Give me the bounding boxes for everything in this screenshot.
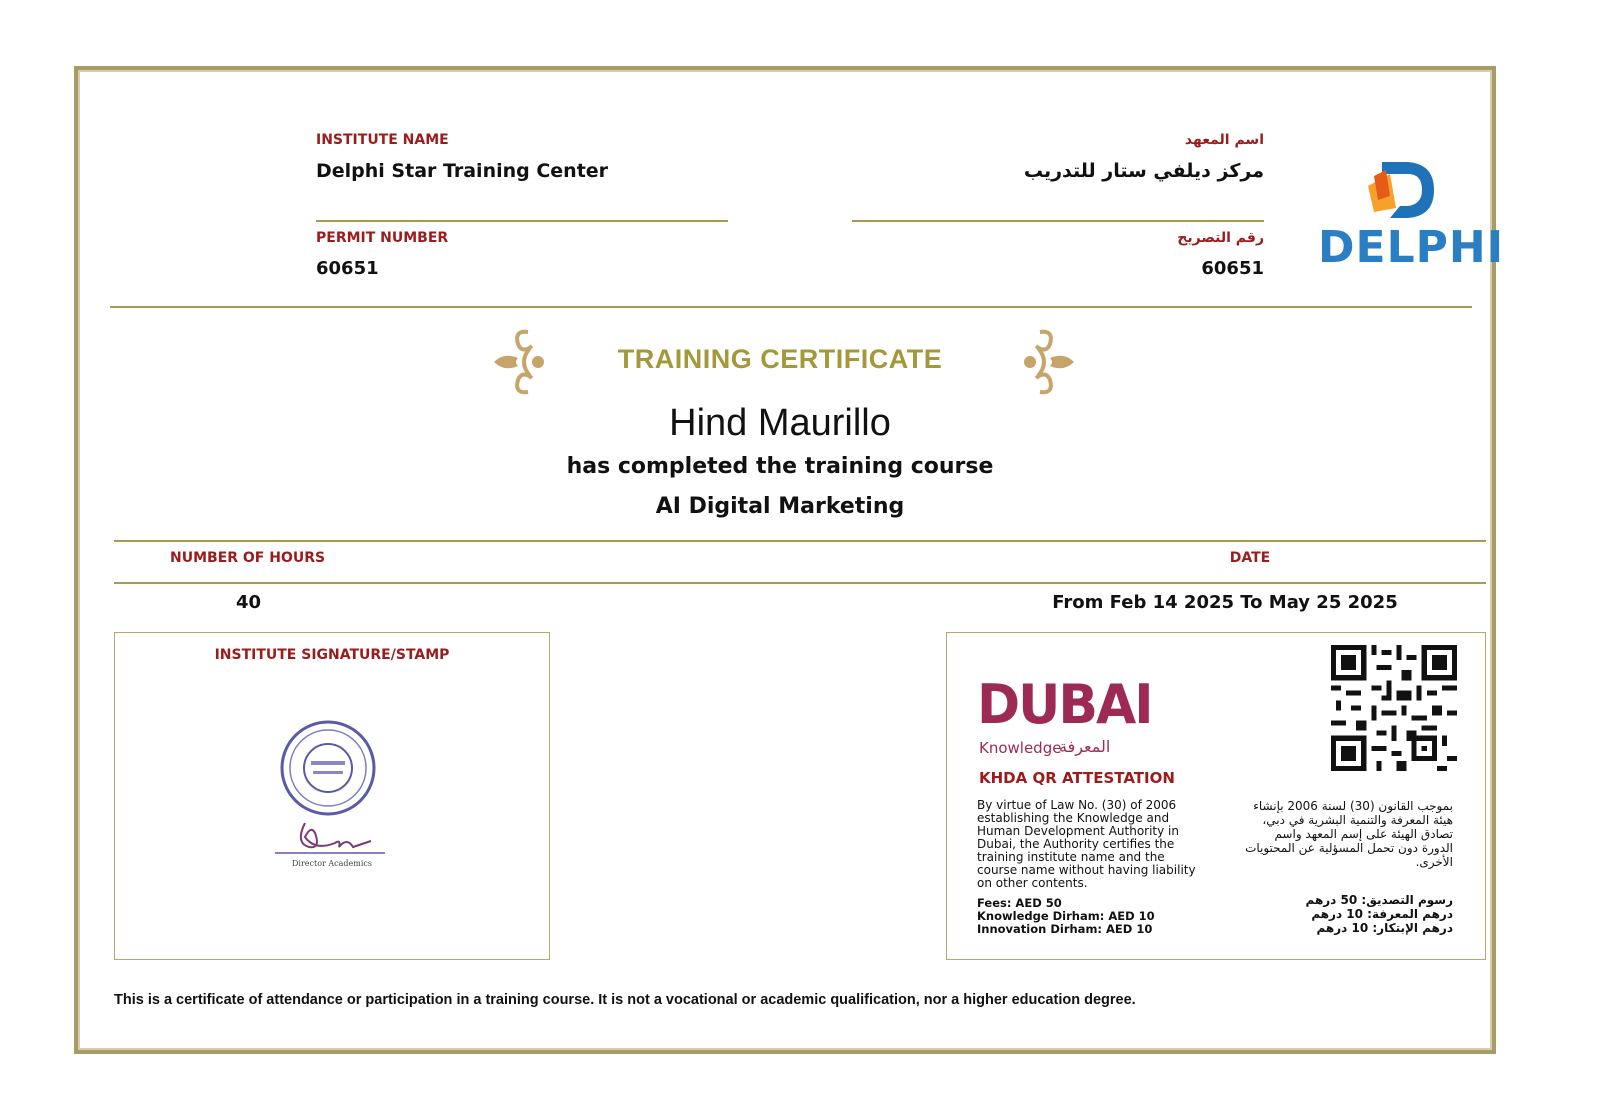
ornament-right-icon	[1018, 322, 1078, 406]
institute-name-label-en: INSTITUTE NAME	[316, 132, 449, 148]
dubai-logo-text: DUBAI	[977, 673, 1152, 737]
hours-label: NUMBER OF HOURS	[170, 550, 326, 566]
permit-number-label-ar: رقم التصريح	[1177, 230, 1264, 246]
hours-value: 40	[236, 592, 262, 613]
institute-name-ar: مركز ديلفي ستار للتدريب	[1023, 160, 1264, 182]
knowledge-dirham-ar-line: درهم المعرفة: 10 درهم	[1311, 907, 1453, 921]
delphi-logo-text: DELPHI	[1318, 222, 1505, 273]
permit-number-label-en: PERMIT NUMBER	[316, 230, 449, 246]
signature-box	[114, 632, 550, 960]
institute-name-label-ar: اسم المعهد	[1184, 132, 1264, 148]
completion-statement: has completed the training course	[566, 454, 994, 479]
khda-title: KHDA QR ATTESTATION	[979, 769, 1175, 787]
knowledge-dirham-en-line: Knowledge Dirham: AED 10	[977, 909, 1155, 923]
dubai-logo-sub-ar: المعرفة	[1059, 737, 1111, 756]
qr-code-icon[interactable]	[1331, 645, 1457, 775]
khda-fees-en	[977, 897, 1207, 936]
delphi-logo	[1316, 156, 1505, 276]
institute-stamp-icon	[279, 719, 377, 821]
khda-attestation-box	[946, 632, 1486, 960]
ornament-left-icon	[490, 322, 550, 406]
signature-caption: Director Academics	[291, 859, 373, 868]
header-divider-left	[316, 220, 728, 222]
details-top-rule	[114, 540, 1486, 542]
khda-text-ar: بموجب القانون (30) لسنة 2006 بإنشاء هيئة المعرفة والتنمية البشرية في دبي، تصادق الهيئة على إسم المعهد واسم الدورة دون تحمل المسؤلية عن المحتويات الأخرى.	[1245, 799, 1453, 869]
certificate-title: TRAINING CERTIFICATE	[617, 344, 943, 374]
permit-number-ar: 60651	[1201, 258, 1264, 279]
khda-text-en: By virtue of Law No. (30) of 2006 establishing the Knowledge and Human Development Authority in Dubai, the Authority certifies the training institute name and the course name without having liability on other contents.	[977, 798, 1196, 890]
fees-ar-line: رسوم التصديق: 50 درهم	[1305, 893, 1453, 907]
dubai-logo-sub-en: Knowledge	[979, 739, 1062, 757]
fees-en-line: Fees: AED 50	[977, 896, 1062, 910]
header-divider-right	[852, 220, 1264, 222]
date-label: DATE	[1229, 550, 1271, 566]
khda-fees-ar	[1247, 893, 1453, 935]
footer-disclaimer: This is a certificate of attendance or participation in a training course. It is not a vocational or academic qualification, nor a higher education degree.	[114, 992, 1136, 1008]
institute-name-en: Delphi Star Training Center	[316, 160, 609, 182]
course-name: AI Digital Marketing	[655, 494, 905, 519]
permit-number-en: 60651	[316, 258, 379, 279]
recipient-name: Hind Maurillo	[669, 402, 891, 444]
innovation-dirham-en-line: Innovation Dirham: AED 10	[977, 922, 1153, 936]
signature-label: INSTITUTE SIGNATURE/STAMP	[214, 647, 450, 663]
header-separator	[110, 306, 1472, 308]
details-bottom-rule	[114, 582, 1486, 584]
date-value: From Feb 14 2025 To May 25 2025	[1052, 592, 1398, 613]
innovation-dirham-ar-line: درهم الإبتكار: 10 درهم	[1316, 921, 1453, 935]
